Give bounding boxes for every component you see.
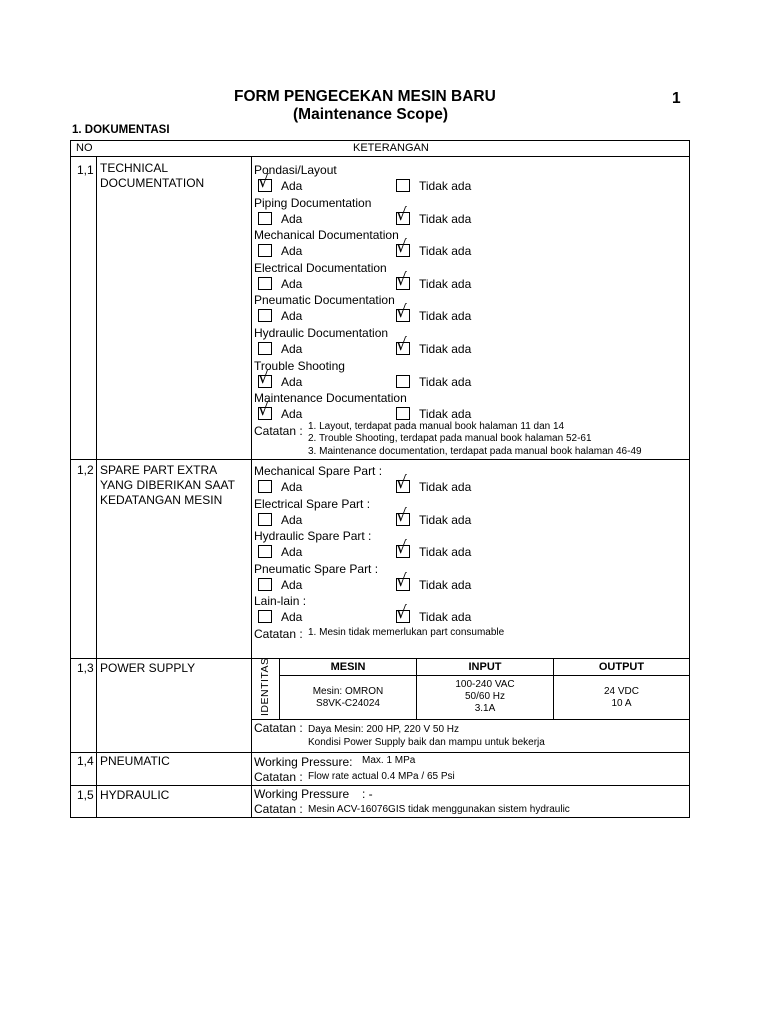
note-line: 1. Mesin tidak memerlukan part consumable <box>308 627 505 638</box>
check-mark-icon: √ <box>396 473 407 493</box>
ada-checkbox[interactable] <box>258 212 272 225</box>
check-mark-icon: √ <box>396 505 407 526</box>
catatan-label: Catatan : <box>254 721 303 735</box>
ada-checkbox[interactable] <box>258 610 272 623</box>
column-header-keterangan: KETERANGAN <box>353 142 429 154</box>
power-header-input: INPUT <box>468 661 502 673</box>
section-title-line: SPARE PART EXTRA <box>100 463 218 477</box>
note-line: Daya Mesin: 200 HP, 220 V 50 Hz <box>308 724 460 735</box>
ada-label: Ada <box>281 577 303 592</box>
power-input-line: 100-240 VAC <box>455 679 515 690</box>
catatan-label: Catatan : <box>254 627 303 641</box>
identitas-label: IDENTITAS <box>259 657 271 716</box>
check-mark-icon: √ <box>396 302 407 323</box>
note-line: 1. Layout, terdapat pada manual book halaman 11 dan 14 <box>308 421 565 432</box>
page-number: 1 <box>672 90 681 107</box>
note-line: 3. Maintenance documentation, terdapat pada manual book halaman 46-49 <box>308 446 642 457</box>
tidak-ada-label: Tidak ada <box>419 545 472 560</box>
checklist-item-label: Maintenance Documentation <box>254 391 407 406</box>
tidak-ada-label: Tidak ada <box>419 342 472 356</box>
ada-label: Ada <box>281 512 303 527</box>
section-number: 1,2 <box>77 463 94 477</box>
ada-label: Ada <box>281 480 303 494</box>
checklist-item-label: Pneumatic Documentation <box>254 293 395 308</box>
ada-checkbox[interactable] <box>258 342 272 355</box>
tidak-ada-label: Tidak ada <box>419 512 472 527</box>
check-mark-icon: √ <box>258 172 269 192</box>
power-input-line: 3.1A <box>474 703 496 714</box>
section-number: 1,3 <box>77 661 94 675</box>
working-pressure-label: Working Pressure <box>254 787 350 801</box>
tidak-ada-checkbox[interactable] <box>396 179 410 192</box>
section-number: 1,1 <box>77 163 94 177</box>
tidak-ada-label: Tidak ada <box>419 374 472 389</box>
form-subtitle: (Maintenance Scope) <box>293 106 449 123</box>
checklist-item-label: Pondasi/Layout <box>254 163 337 177</box>
check-mark-icon: √ <box>396 237 407 258</box>
checklist-item-label: Piping Documentation <box>254 195 372 210</box>
power-header-mesin: MESIN <box>330 661 366 673</box>
tidak-ada-label: Tidak ada <box>419 610 472 625</box>
checklist-item-label: Mechanical Documentation <box>254 228 399 243</box>
note-line: Mesin ACV-16076GIS tidak menggunakan sistem hydraulic <box>308 804 570 815</box>
tidak-ada-label: Tidak ada <box>419 211 472 226</box>
checklist-item-label: Hydraulic Documentation <box>254 326 389 340</box>
ada-label: Ada <box>281 407 303 422</box>
catatan-label: Catatan : <box>254 424 303 438</box>
ada-checkbox[interactable] <box>258 513 272 526</box>
section-title-line: TECHNICAL <box>100 161 169 175</box>
catatan-label: Catatan : <box>254 770 303 784</box>
tidak-ada-checkbox[interactable] <box>396 407 410 420</box>
ada-label: Ada <box>281 374 303 389</box>
check-mark-icon: √ <box>396 570 407 591</box>
ada-checkbox[interactable] <box>258 480 272 493</box>
power-mesin-line: S8VK-C24024 <box>316 698 380 709</box>
tidak-ada-label: Tidak ada <box>419 276 472 291</box>
ada-checkbox[interactable] <box>258 545 272 558</box>
section-title: POWER SUPPLY <box>100 661 196 675</box>
checklist-item-label: Hydraulic Spare Part : <box>254 529 372 544</box>
ada-label: Ada <box>281 244 303 259</box>
ada-checkbox[interactable] <box>258 578 272 591</box>
power-output-line: 24 VDC <box>603 686 639 697</box>
checklist-item-label: Pneumatic Spare Part : <box>254 561 379 576</box>
ada-label: Ada <box>281 610 303 625</box>
checklist-item-label: Electrical Documentation <box>254 260 387 275</box>
check-mark-icon: √ <box>258 400 269 421</box>
ada-label: Ada <box>281 342 303 356</box>
tidak-ada-label: Tidak ada <box>419 480 472 494</box>
section-number: 1,5 <box>77 788 94 802</box>
check-mark-icon: √ <box>396 204 407 225</box>
catatan-label: Catatan : <box>254 802 303 816</box>
power-input-line: 50/60 Hz <box>464 691 506 702</box>
column-header-no: NO <box>76 142 93 154</box>
section-title: HYDRAULIC <box>100 788 170 802</box>
power-header-output: OUTPUT <box>598 661 645 673</box>
section-heading: 1. DOKUMENTASI <box>72 124 170 136</box>
form-title: FORM PENGECEKAN MESIN BARU <box>234 88 496 105</box>
tidak-ada-checkbox[interactable] <box>396 375 410 388</box>
tidak-ada-label: Tidak ada <box>419 407 472 422</box>
ada-checkbox[interactable] <box>258 309 272 322</box>
tidak-ada-label: Tidak ada <box>419 179 472 193</box>
tidak-ada-label: Tidak ada <box>419 244 472 259</box>
ada-label: Ada <box>281 179 303 193</box>
check-mark-icon: √ <box>396 538 407 559</box>
tidak-ada-label: Tidak ada <box>419 309 472 324</box>
power-mesin-line: Mesin: OMRON <box>312 686 384 697</box>
checklist-item-label: Lain-lain : <box>254 594 307 609</box>
ada-checkbox[interactable] <box>258 244 272 257</box>
ada-label: Ada <box>281 211 303 226</box>
working-pressure-label: Working Pressure: <box>254 755 353 769</box>
power-output-line: 10 A <box>611 698 632 709</box>
check-mark-icon: √ <box>396 269 407 290</box>
note-line: 2. Trouble Shooting, terdapat pada manual book halaman 52-61 <box>308 433 592 444</box>
checklist-item-label: Trouble Shooting <box>254 358 345 373</box>
ada-label: Ada <box>281 545 303 560</box>
ada-label: Ada <box>281 276 303 291</box>
tidak-ada-label: Tidak ada <box>419 577 472 592</box>
working-pressure-value: : - <box>362 787 373 801</box>
check-mark-icon: √ <box>258 367 269 388</box>
section-title: PNEUMATIC <box>100 754 170 768</box>
section-title-line: KEDATANGAN MESIN <box>100 493 223 507</box>
section-number: 1,4 <box>77 754 94 768</box>
note-line: Kondisi Power Supply baik dan mampu untuk bekerja <box>308 737 545 748</box>
section-title-line: DOCUMENTATION <box>100 176 205 190</box>
checklist-item-label: Electrical Spare Part : <box>254 496 371 511</box>
checklist-item-label: Mechanical Spare Part : <box>254 464 383 478</box>
working-pressure-value: Max. 1 MPa <box>362 755 416 766</box>
check-mark-icon: √ <box>396 335 407 355</box>
ada-checkbox[interactable] <box>258 277 272 290</box>
check-mark-icon: √ <box>396 603 407 624</box>
note-line: Flow rate actual 0.4 MPa / 65 Psi <box>308 771 455 782</box>
section-title-line: YANG DIBERIKAN SAAT <box>100 478 235 492</box>
ada-label: Ada <box>281 309 303 324</box>
